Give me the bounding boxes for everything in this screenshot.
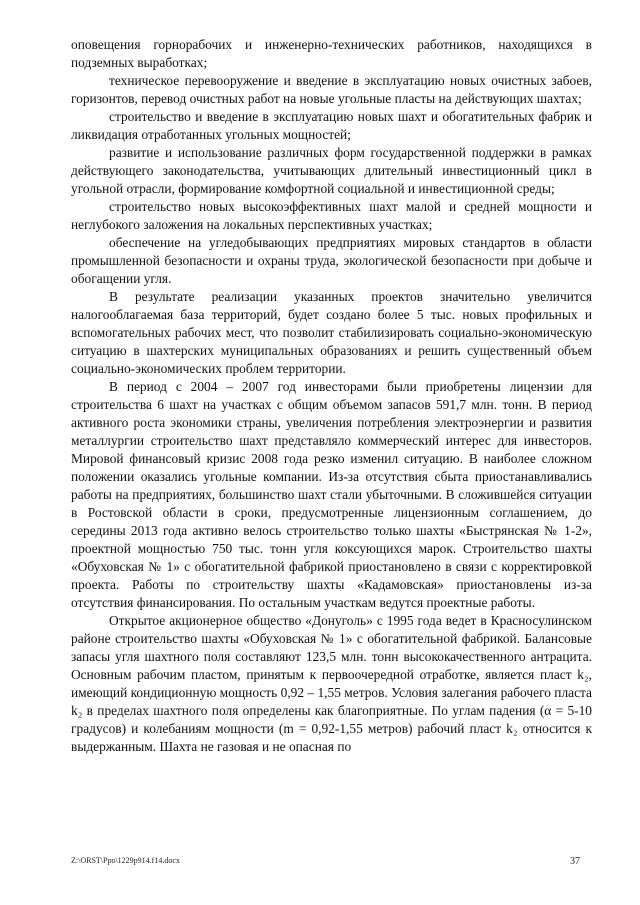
paragraph-1: оповещения горнорабочих и инженерно-технических работников, находящихся в подземных выработках;	[71, 37, 592, 70]
paragraph-2: техническое перевооружение и введение в эксплуатацию новых очистных забоев, горизонтов, перевод очистных работ на новые угольные пласты на действующих шахтах;	[71, 73, 592, 106]
paragraph-9: Открытое акционерное общество «Донуголь» с 1995 года ведет в Красносулинском районе строительство шахты «Обуховская № 1» с обогатительной фабрикой. Балансовые запасы угля шахтного поля составляют 123,5 млн. тонн высококачественного антрацита. Основным рабочим пластом, принятым к первоочередной отработке, является пласт k₂, имеющий кондиционную мощность 0,92 – 1,55 метров. Условия залегания рабочего пласта k₂ в пределах шахтного поля определены как благоприятные. По углам падения (α = 5-10 градусов) и колебаниям мощности (m = 0,92-1,55 метров) рабочий пласт k₂ относится к выдержанным. Шахта не газовая и не опасная по	[71, 613, 592, 754]
footer-file-path: Z:\ORST\Ppo\1229p914.f14.docx	[71, 856, 180, 865]
paragraph-4: развитие и использование различных форм государственной поддержки в рамках действующего законодательства, учитывающих длительный инвестиционный цикл в угольной отрасли, формирование комфортной социальной и инвестиционной среды;	[71, 145, 592, 196]
paragraph-3: строительство и введение в эксплуатацию новых шахт и обогатительных фабрик и ликвидация отработанных угольных мощностей;	[71, 109, 592, 142]
paragraph-6: обеспечение на угледобывающих предприятиях мировых стандартов в области промышленной безопасности и охраны труда, экологической безопасности при добыче и обогащении угля.	[71, 235, 592, 286]
page-number: 37	[570, 856, 580, 867]
paragraph-5: строительство новых высокоэффективных шахт малой и средней мощности и неглубокого заложения на локальных перспективных участках;	[71, 199, 592, 232]
document-body	[71, 36, 592, 756]
paragraph-8: В период с 2004 – 2007 год инвесторами были приобретены лицензии для строительства 6 шахт на участках с общим объемом запасов 591,7 млн. тонн. В период активного роста экономики страны, увеличения потребления электроэнергии и развития металлургии строительство шахт представляло коммерческий интерес для инвесторов. Мировой финансовый кризис 2008 года резко изменил ситуацию. В наиболее сложном положении оказались угольные компании. Из-за отсутствия сбыта приостанавливались работы на предприятиях, большинство шахт стали убыточными. В сложившейся ситуации в Ростовской области в сроки, предусмотренные лицензионным соглашением, до середины 2013 года активно велось строительство только шахты «Быстрянская № 1-2», проектной мощностью 750 тыс. тонн угля коксующихся марок. Строительство шахты «Обуховская № 1» с обогатительной фабрикой приостановлено в связи с корректировкой проекта. Работы по строительству шахты «Кадамовская» приостановлены из-за отсутствия финансирования. По остальным участкам ведутся проектные работы.	[71, 379, 592, 610]
paragraph-7: В результате реализации указанных проектов значительно увеличится налогооблагаемая база территорий, будет создано более 5 тыс. новых профильных и вспомогательных рабочих мест, что позволит стабилизировать социально-экономическую ситуацию в шахтерских муниципальных образованиях и решить существенный объем социально-экономических проблем территории.	[71, 289, 592, 376]
